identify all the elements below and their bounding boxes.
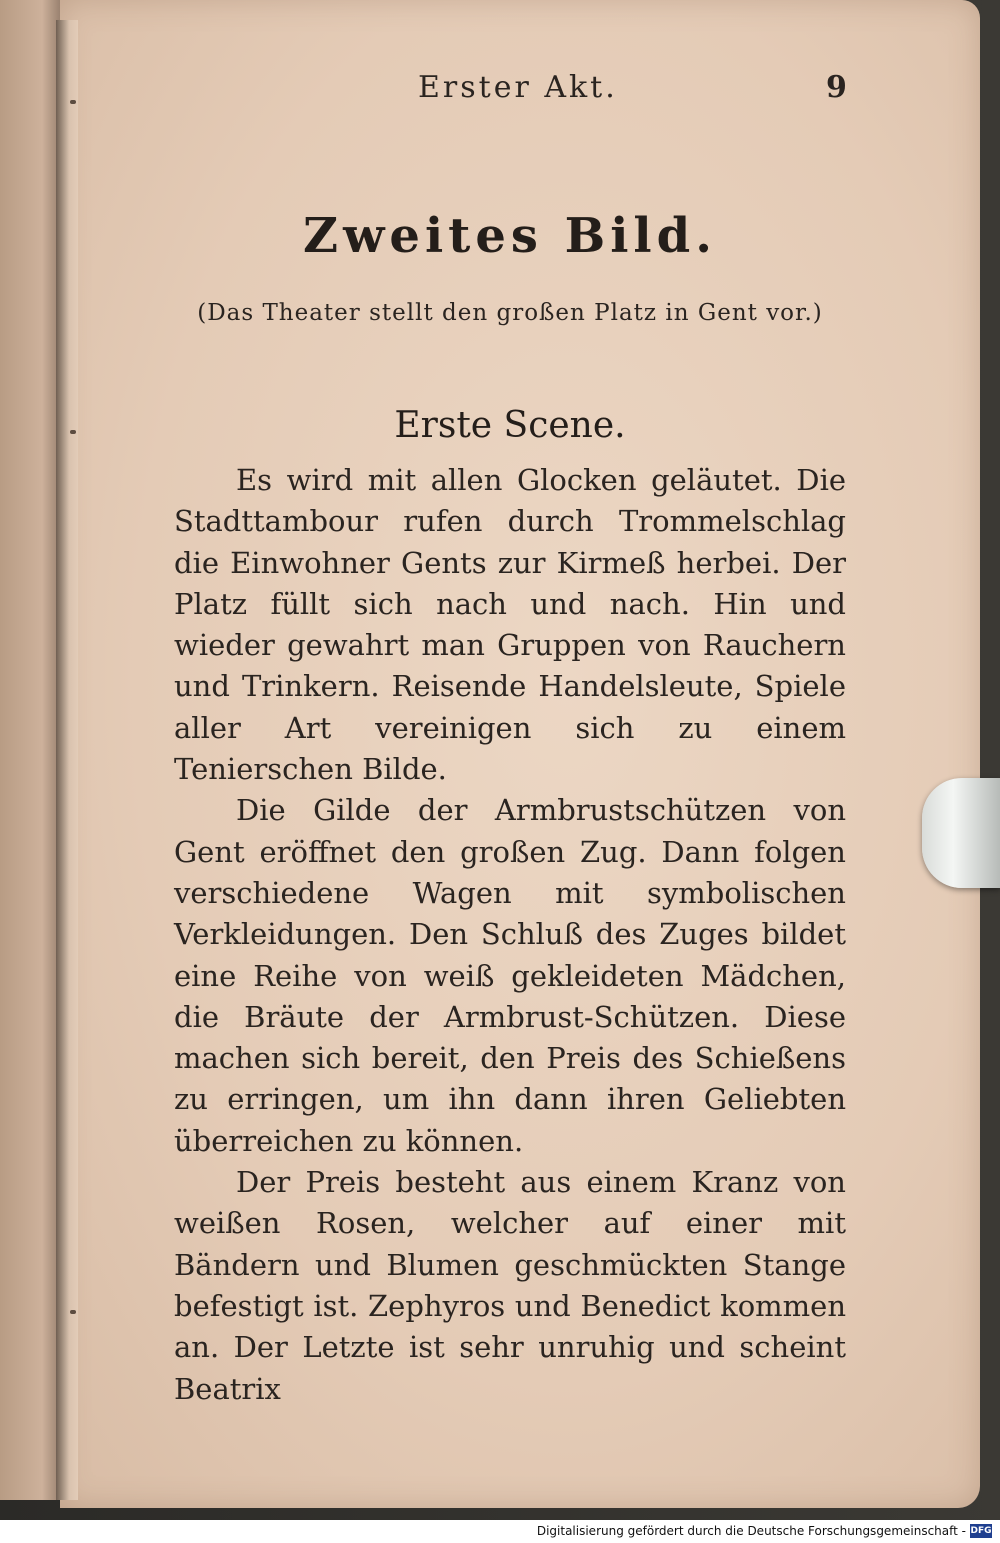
binding-thread-mark xyxy=(70,430,76,434)
previous-page-edge xyxy=(0,0,60,1500)
paragraph: Die Gilde der Armbrustschützen von Gent eröffnet den großen Zug. Dann folgen verschiedene Wagen mit symbolischen Verkleidungen. Den Schluß des Zuges bildet eine Reihe von weiß gekleideten Mädchen, die Bräute der Armbrust-Schützen. Diese machen sich bereit, den Preis des Schießens zu erringen, um ihn dann ihren Geliebten überreichen zu können. xyxy=(174,793,846,1158)
dfg-logo: DFG xyxy=(970,1526,992,1536)
running-head: Erster Akt. xyxy=(418,70,618,105)
scene-title: Erste Scene. xyxy=(394,405,626,446)
binding-thread-mark xyxy=(70,1310,76,1314)
body-text xyxy=(174,460,846,1410)
stage-direction: (Das Theater stellt den großen Platz in Gent vor.) xyxy=(197,300,823,326)
binding-thread-mark xyxy=(70,100,76,104)
section-title: Zweites Bild. xyxy=(303,208,717,264)
binding-gutter xyxy=(56,20,78,1500)
paragraph: Es wird mit allen Glocken geläutet. Die Stadttambour rufen durch Trommelschlag die Einwohner Gents zur Kirmeß herbei. Der Platz füllt sich nach und nach. Hin und wieder gewahrt man Gruppen von Rauchern und Trinkern. Reisende Handelsleute, Spiele aller Art vereinigen sich zu einem Tenierschen Bilde. xyxy=(174,463,846,787)
footer-credit: Digitalisierung gefördert durch die Deutsche Forschungsgemeinschaft - xyxy=(536,1524,966,1538)
page-number: 9 xyxy=(826,70,847,105)
paragraph: Der Preis besteht aus einem Kranz von weißen Rosen, welcher auf einer mit Bändern und Blumen geschmückten Stange befestigt ist. Zephyros und Benedict kommen an. Der Letzte ist sehr unruhig und scheint Beatrix xyxy=(174,1165,846,1406)
page-clip xyxy=(922,778,1000,888)
